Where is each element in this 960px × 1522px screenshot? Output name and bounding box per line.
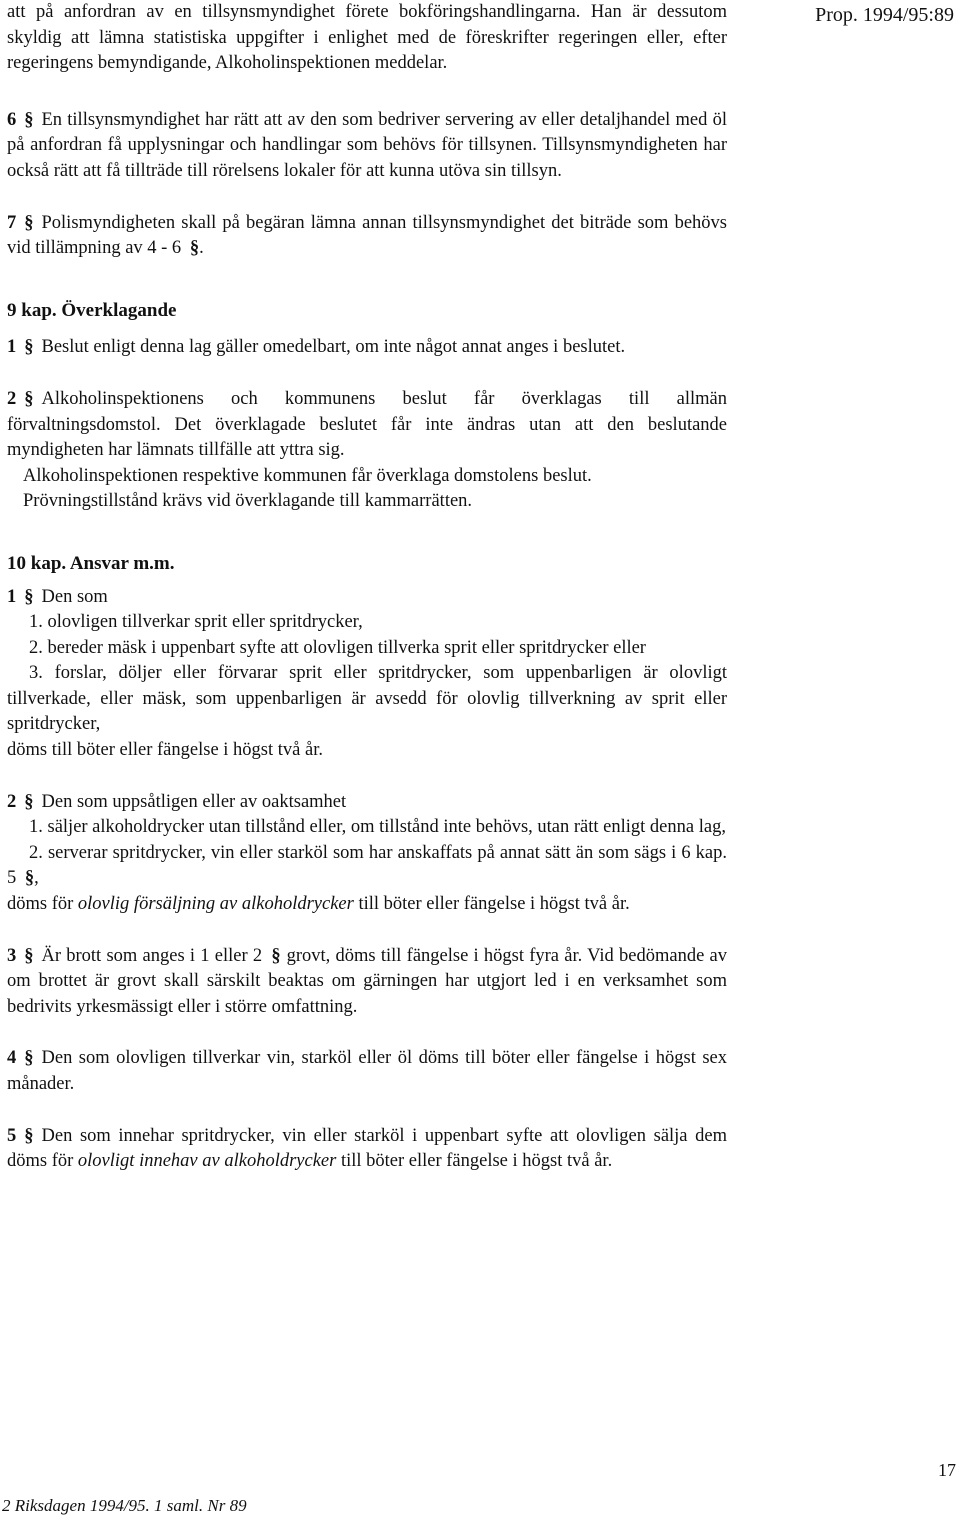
section-text: Är brott som anges i 1 eller 2 [41, 945, 263, 966]
section-number: 2 [7, 791, 17, 812]
chapter10-section4 [7, 1046, 727, 1097]
section-symbol: § [24, 1048, 34, 1069]
section-symbol: § [24, 945, 34, 966]
chapter9-section2 [7, 387, 727, 464]
section-number: 5 [7, 1125, 17, 1146]
section-symbol: § [24, 1125, 34, 1146]
section-text: Polismyndigheten skall på begäran lämna annan tillsynsmyndighet det biträde som behövs vid tillämpning av 4 - 6 [7, 212, 727, 259]
intro-paragraph: att på anfordran av en tillsynsmyndighet förete bokföringshandlingarna. Han är dessutom skyldig att lämna statistiska uppgifter i enlighet med de föreskrifter regeringen eller, efter regeringens bemyndigande, Alkoholinspektionen meddelar. [7, 2, 727, 74]
tail-text: döms för [7, 894, 74, 915]
item-text-end: , [34, 868, 39, 889]
section-text-end: grovt, döms till fängelse i högst fyra år. Vid bedömande av om brottet är grovt skall särskilt beaktas om gärningen har utgjort led i en verksamhet som bedrivits yrkesmässigt eller i större omfattning. [7, 945, 727, 1017]
section-symbol: § [189, 238, 200, 259]
chapter9-section2-para2: Alkoholinspektionen respektive kommunen får överklaga domstolens beslut. [23, 465, 592, 486]
section-number: 4 [7, 1048, 17, 1069]
section-number: 3 [7, 945, 17, 966]
chapter10-section2-lead [7, 790, 727, 816]
section-symbol: § [24, 212, 34, 233]
section-text: Den som olovligen tillverkar vin, starköl eller öl döms till böter eller fängelse i högst sex månader. [7, 1048, 727, 1094]
chapter10-section5 [7, 1124, 727, 1175]
tail-text-end: till böter eller fängelse i högst två år. [358, 894, 630, 915]
section-number: 1 [7, 586, 17, 607]
section-symbol: § [24, 388, 34, 409]
section-symbol: § [24, 109, 34, 130]
section-number: 1 [7, 337, 17, 358]
section-symbol: § [24, 868, 35, 889]
chapter10-section1-item1: 1. olovligen tillverkar sprit eller spritdrycker, [29, 612, 363, 633]
chapter10-section1-lead [7, 585, 727, 611]
chapter10-section3 [7, 944, 727, 1021]
chapter10-section1-item3: 3. forslar, döljer eller förvarar sprit eller spritdrycker, som uppenbarligen är olovligt tillverkade, eller mäsk, som uppenbarligen är avsedd för olovlig tillverkning av sprit eller spritdrycker, [7, 663, 727, 735]
section-text: Den som [41, 586, 108, 607]
chapter10-section1-item2: 2. bereder mäsk i uppenbart syfte att olovligen tillverka sprit eller spritdrycker eller [29, 637, 646, 658]
document-body [7, 0, 727, 1175]
section-text: Den som innehar spritdrycker, vin eller starköl i uppenbart syfte att olovligen sälja dem döms för [7, 1125, 727, 1172]
chapter8-section7 [7, 211, 727, 262]
section-text: Alkoholinspektionens och kommunens beslut får överklagas till allmän förvaltningsdomstol. Det överklagade beslutet får inte ändras utan att den beslutande myndigheten har lämnats tillfälle att yttra sig. [7, 388, 727, 461]
section-number: 6 [7, 109, 17, 130]
chapter10-section2-tail [7, 892, 727, 918]
offence-name: olovligt innehav av alkoholdrycker [77, 1151, 337, 1172]
section-text: Den som uppsåtligen eller av oaktsamhet [41, 791, 347, 812]
offence-name: olovlig försäljning av alkoholdrycker [77, 894, 354, 915]
chapter10-section2-item1: 1. säljer alkoholdrycker utan tillstånd eller, om tillstånd inte behövs, utan rätt enligt denna lag, [29, 817, 726, 838]
section-symbol: § [24, 586, 34, 607]
chapter9-section2-para3: Prövningstillstånd krävs vid överklagande till kammarrätten. [23, 491, 473, 512]
chapter10-heading: 10 kap. Ansvar m.m. [7, 552, 175, 574]
section-text-end: . [199, 238, 204, 259]
chapter9-section1 [7, 335, 727, 361]
chapter10-section2-item2 [7, 841, 727, 892]
section-number: 2 [7, 388, 17, 409]
section-symbol: § [24, 791, 34, 812]
page-number: 17 [938, 1460, 956, 1480]
chapter8-section6 [7, 108, 727, 185]
section-symbol: § [271, 945, 281, 966]
chapter10-section1-tail: döms till böter eller fängelse i högst två år. [7, 740, 323, 761]
section-number: 7 [7, 212, 17, 233]
section-text-end: till böter eller fängelse i högst två år. [340, 1151, 613, 1172]
section-text: Beslut enligt denna lag gäller omedelbart, om inte något annat anges i beslutet. [41, 337, 626, 358]
print-reference: 2 Riksdagen 1994/95. 1 saml. Nr 89 [2, 1496, 247, 1515]
section-symbol: § [24, 337, 34, 358]
item-text: 2. serverar spritdrycker, vin eller starköl som har anskaffats på annat sätt än som sägs i 6 kap. 5 [7, 842, 727, 889]
section-text: En tillsynsmyndighet har rätt att av den som bedriver servering av eller detaljhandel med öl på anfordran få upplysningar och handlingar som behövs för tillsynen. Tillsynsmyndigheten har också rätt att få tillträde till rörelsens lokaler för att kunna utöva sin tillsyn. [7, 109, 727, 181]
proposition-reference: Prop. 1994/95:89 [815, 4, 954, 26]
chapter9-heading: 9 kap. Överklagande [7, 299, 177, 321]
